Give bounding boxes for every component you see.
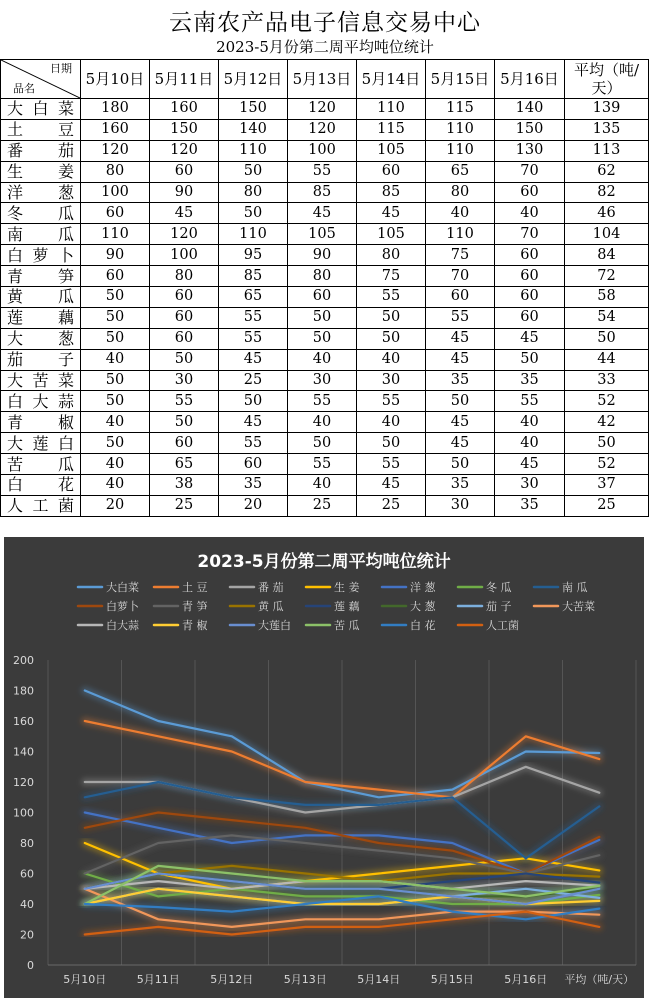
legend-label: 洋 葱 <box>410 581 436 594</box>
legend-label: 青 笋 <box>182 600 208 613</box>
table-row <box>1 245 649 266</box>
value-cell: 55 <box>357 391 426 412</box>
value-cell: 90 <box>81 245 150 266</box>
value-cell: 30 <box>150 370 219 391</box>
value-cell: 70 <box>426 266 495 287</box>
value-cell: 35 <box>495 495 565 516</box>
value-cell: 62 <box>565 161 649 182</box>
x-tick-label: 5月15日 <box>430 973 474 986</box>
y-tick-label: 100 <box>13 806 34 820</box>
value-cell: 105 <box>357 140 426 161</box>
value-cell: 60 <box>495 182 565 203</box>
value-cell: 100 <box>81 182 150 203</box>
column-header: 5月15日 <box>426 60 495 99</box>
value-cell: 35 <box>426 475 495 496</box>
value-cell: 52 <box>565 391 649 412</box>
value-cell: 40 <box>81 349 150 370</box>
product-name-cell: 生 姜 <box>1 161 81 182</box>
value-cell: 52 <box>565 454 649 475</box>
legend-label: 大 葱 <box>410 600 436 613</box>
table-row <box>1 307 649 328</box>
value-cell: 80 <box>357 245 426 266</box>
value-cell: 38 <box>150 475 219 496</box>
value-cell: 55 <box>357 454 426 475</box>
line-chart <box>4 537 644 998</box>
value-cell: 45 <box>426 328 495 349</box>
y-tick-label: 180 <box>13 684 34 698</box>
product-name-cell: 大白菜 <box>1 99 81 120</box>
value-cell: 95 <box>219 245 288 266</box>
value-cell: 75 <box>357 266 426 287</box>
value-cell: 85 <box>219 266 288 287</box>
value-cell: 40 <box>426 203 495 224</box>
product-name-cell: 土 豆 <box>1 119 81 140</box>
value-cell: 50 <box>219 203 288 224</box>
column-header: 5月10日 <box>81 60 150 99</box>
table-row <box>1 370 649 391</box>
value-cell: 40 <box>357 349 426 370</box>
legend-label: 人工菌 <box>486 619 519 632</box>
value-cell: 160 <box>150 99 219 120</box>
table-row <box>1 495 649 516</box>
value-cell: 50 <box>495 349 565 370</box>
legend-label: 青 椒 <box>182 619 208 632</box>
table-row <box>1 475 649 496</box>
value-cell: 50 <box>357 433 426 454</box>
value-cell: 46 <box>565 203 649 224</box>
value-cell: 120 <box>81 140 150 161</box>
legend-label: 生 姜 <box>334 581 360 594</box>
value-cell: 80 <box>219 182 288 203</box>
column-header: 5月13日 <box>288 60 357 99</box>
value-cell: 55 <box>426 307 495 328</box>
legend-label: 白 花 <box>410 619 436 632</box>
value-cell: 45 <box>495 328 565 349</box>
value-cell: 85 <box>357 182 426 203</box>
value-cell: 130 <box>495 140 565 161</box>
value-cell: 120 <box>288 99 357 120</box>
x-tick-label: 5月12日 <box>210 973 254 986</box>
value-cell: 30 <box>426 495 495 516</box>
table-row <box>1 99 649 120</box>
corner-label-name: 品名 <box>13 82 35 95</box>
value-cell: 40 <box>81 412 150 433</box>
value-cell: 55 <box>288 161 357 182</box>
value-cell: 60 <box>495 266 565 287</box>
product-name-cell: 人工菌 <box>1 495 81 516</box>
value-cell: 20 <box>219 495 288 516</box>
legend-label: 冬 瓜 <box>486 581 512 594</box>
y-tick-label: 20 <box>20 928 34 942</box>
value-cell: 50 <box>288 307 357 328</box>
value-cell: 30 <box>357 370 426 391</box>
x-tick-label: 平均（吨/天） <box>564 973 635 986</box>
table-row <box>1 203 649 224</box>
value-cell: 45 <box>357 203 426 224</box>
table-row <box>1 454 649 475</box>
value-cell: 50 <box>426 454 495 475</box>
value-cell: 30 <box>495 475 565 496</box>
value-cell: 80 <box>288 266 357 287</box>
value-cell: 40 <box>357 412 426 433</box>
tonnage-table <box>0 59 649 517</box>
value-cell: 44 <box>565 349 649 370</box>
table-corner-cell <box>1 60 81 99</box>
corner-label-date: 日期 <box>50 62 72 75</box>
value-cell: 40 <box>495 412 565 433</box>
product-name-cell: 白 花 <box>1 475 81 496</box>
value-cell: 50 <box>81 307 150 328</box>
legend-label: 大莲白 <box>258 619 291 632</box>
value-cell: 105 <box>288 224 357 245</box>
value-cell: 85 <box>288 182 357 203</box>
value-cell: 50 <box>81 433 150 454</box>
x-tick-label: 5月14日 <box>357 973 401 986</box>
value-cell: 90 <box>150 182 219 203</box>
value-cell: 55 <box>495 391 565 412</box>
column-header: 5月12日 <box>219 60 288 99</box>
value-cell: 90 <box>288 245 357 266</box>
table-row <box>1 349 649 370</box>
value-cell: 55 <box>288 391 357 412</box>
value-cell: 60 <box>219 454 288 475</box>
value-cell: 60 <box>150 307 219 328</box>
y-tick-label: 140 <box>13 745 34 759</box>
value-cell: 110 <box>357 99 426 120</box>
product-name-cell: 番 茄 <box>1 140 81 161</box>
table-row <box>1 182 649 203</box>
value-cell: 25 <box>565 495 649 516</box>
value-cell: 55 <box>357 287 426 308</box>
value-cell: 80 <box>426 182 495 203</box>
value-cell: 45 <box>495 454 565 475</box>
value-cell: 45 <box>288 203 357 224</box>
table-row <box>1 224 649 245</box>
value-cell: 25 <box>288 495 357 516</box>
product-name-cell: 莲 藕 <box>1 307 81 328</box>
column-header: 5月11日 <box>150 60 219 99</box>
legend-label: 番 茄 <box>258 581 284 594</box>
value-cell: 70 <box>495 161 565 182</box>
value-cell: 55 <box>288 454 357 475</box>
value-cell: 110 <box>426 224 495 245</box>
legend-label: 大苦菜 <box>562 600 595 613</box>
value-cell: 80 <box>81 161 150 182</box>
value-cell: 110 <box>219 140 288 161</box>
value-cell: 37 <box>565 475 649 496</box>
value-cell: 50 <box>81 287 150 308</box>
value-cell: 50 <box>81 328 150 349</box>
value-cell: 150 <box>495 119 565 140</box>
value-cell: 72 <box>565 266 649 287</box>
y-tick-label: 120 <box>13 776 34 789</box>
legend-label: 茄 子 <box>486 600 512 613</box>
value-cell: 40 <box>288 475 357 496</box>
value-cell: 120 <box>150 140 219 161</box>
value-cell: 84 <box>565 245 649 266</box>
value-cell: 135 <box>565 119 649 140</box>
product-name-cell: 大莲白 <box>1 433 81 454</box>
value-cell: 75 <box>426 245 495 266</box>
legend-label: 黄 瓜 <box>258 600 284 613</box>
value-cell: 110 <box>426 140 495 161</box>
product-name-cell: 白萝卜 <box>1 245 81 266</box>
table-row <box>1 266 649 287</box>
value-cell: 50 <box>150 412 219 433</box>
value-cell: 110 <box>426 119 495 140</box>
table-body <box>1 99 649 517</box>
value-cell: 80 <box>150 266 219 287</box>
value-cell: 60 <box>288 287 357 308</box>
product-name-cell: 青 椒 <box>1 412 81 433</box>
value-cell: 45 <box>219 349 288 370</box>
table-row <box>1 391 649 412</box>
x-tick-label: 5月16日 <box>504 973 548 986</box>
value-cell: 50 <box>219 391 288 412</box>
column-header: 5月14日 <box>357 60 426 99</box>
value-cell: 50 <box>288 328 357 349</box>
value-cell: 40 <box>495 433 565 454</box>
table-row <box>1 140 649 161</box>
value-cell: 58 <box>565 287 649 308</box>
value-cell: 20 <box>81 495 150 516</box>
value-cell: 50 <box>81 370 150 391</box>
table-row <box>1 433 649 454</box>
value-cell: 45 <box>426 349 495 370</box>
value-cell: 60 <box>495 287 565 308</box>
product-name-cell: 苦 瓜 <box>1 454 81 475</box>
y-tick-label: 0 <box>27 959 34 972</box>
legend-label: 土 豆 <box>182 581 208 594</box>
value-cell: 50 <box>426 391 495 412</box>
page-subtitle: 2023-5月份第二周平均吨位统计 <box>216 38 434 56</box>
value-cell: 40 <box>288 412 357 433</box>
value-cell: 150 <box>150 119 219 140</box>
x-tick-label: 5月10日 <box>63 973 107 986</box>
value-cell: 55 <box>219 328 288 349</box>
value-cell: 113 <box>565 140 649 161</box>
value-cell: 35 <box>426 370 495 391</box>
value-cell: 55 <box>219 307 288 328</box>
value-cell: 115 <box>357 119 426 140</box>
value-cell: 55 <box>150 391 219 412</box>
value-cell: 140 <box>495 99 565 120</box>
value-cell: 115 <box>426 99 495 120</box>
value-cell: 150 <box>219 99 288 120</box>
column-header: 平均（吨/天） <box>565 60 649 99</box>
value-cell: 25 <box>357 495 426 516</box>
value-cell: 82 <box>565 182 649 203</box>
value-cell: 60 <box>495 245 565 266</box>
value-cell: 55 <box>219 433 288 454</box>
product-name-cell: 茄 子 <box>1 349 81 370</box>
value-cell: 50 <box>357 307 426 328</box>
value-cell: 105 <box>357 224 426 245</box>
table-row <box>1 161 649 182</box>
value-cell: 54 <box>565 307 649 328</box>
value-cell: 60 <box>426 287 495 308</box>
table-row <box>1 287 649 308</box>
value-cell: 45 <box>219 412 288 433</box>
y-tick-label: 40 <box>20 898 34 911</box>
value-cell: 60 <box>81 266 150 287</box>
product-name-cell: 冬 瓜 <box>1 203 81 224</box>
value-cell: 104 <box>565 224 649 245</box>
value-cell: 40 <box>288 349 357 370</box>
value-cell: 50 <box>81 391 150 412</box>
product-name-cell: 青 笋 <box>1 266 81 287</box>
value-cell: 50 <box>150 349 219 370</box>
legend-label: 南 瓜 <box>562 581 588 594</box>
value-cell: 50 <box>219 161 288 182</box>
legend-label: 大白菜 <box>106 581 139 594</box>
value-cell: 60 <box>495 307 565 328</box>
value-cell: 30 <box>288 370 357 391</box>
value-cell: 42 <box>565 412 649 433</box>
y-tick-label: 200 <box>13 654 34 667</box>
value-cell: 45 <box>150 203 219 224</box>
value-cell: 60 <box>150 161 219 182</box>
product-name-cell: 大 葱 <box>1 328 81 349</box>
value-cell: 100 <box>288 140 357 161</box>
product-name-cell: 大苦菜 <box>1 370 81 391</box>
value-cell: 50 <box>565 328 649 349</box>
legend-label: 苦 瓜 <box>334 619 360 632</box>
chart-legend <box>78 580 595 632</box>
y-tick-label: 80 <box>20 837 34 850</box>
value-cell: 140 <box>219 119 288 140</box>
value-cell: 65 <box>426 161 495 182</box>
value-cell: 25 <box>219 370 288 391</box>
value-cell: 33 <box>565 370 649 391</box>
value-cell: 60 <box>150 287 219 308</box>
page-title: 云南农产品电子信息交易中心 <box>169 10 481 36</box>
value-cell: 120 <box>150 224 219 245</box>
chart-title: 2023-5月份第二周平均吨位统计 <box>197 552 451 572</box>
chart-canvas <box>4 537 644 998</box>
value-cell: 40 <box>81 475 150 496</box>
value-cell: 60 <box>81 203 150 224</box>
y-tick-label: 60 <box>20 867 34 881</box>
value-cell: 120 <box>288 119 357 140</box>
value-cell: 45 <box>426 412 495 433</box>
value-cell: 45 <box>357 475 426 496</box>
legend-label: 白大蒜 <box>106 619 139 632</box>
value-cell: 60 <box>150 433 219 454</box>
table-row <box>1 328 649 349</box>
value-cell: 50 <box>288 433 357 454</box>
value-cell: 139 <box>565 99 649 120</box>
value-cell: 40 <box>495 203 565 224</box>
product-name-cell: 黄 瓜 <box>1 287 81 308</box>
value-cell: 50 <box>565 433 649 454</box>
value-cell: 160 <box>81 119 150 140</box>
value-cell: 100 <box>150 245 219 266</box>
value-cell: 180 <box>81 99 150 120</box>
value-cell: 35 <box>219 475 288 496</box>
product-name-cell: 洋 葱 <box>1 182 81 203</box>
value-cell: 50 <box>357 328 426 349</box>
product-name-cell: 南 瓜 <box>1 224 81 245</box>
value-cell: 40 <box>81 454 150 475</box>
value-cell: 110 <box>219 224 288 245</box>
table-row <box>1 412 649 433</box>
legend-label: 莲 藕 <box>334 600 360 613</box>
value-cell: 110 <box>81 224 150 245</box>
value-cell: 60 <box>357 161 426 182</box>
value-cell: 60 <box>150 328 219 349</box>
legend-label: 白萝卜 <box>106 600 139 613</box>
x-tick-label: 5月13日 <box>283 973 327 986</box>
value-cell: 70 <box>495 224 565 245</box>
x-tick-label: 5月11日 <box>136 973 180 986</box>
y-tick-label: 160 <box>13 715 34 728</box>
value-cell: 65 <box>219 287 288 308</box>
value-cell: 45 <box>426 433 495 454</box>
table-row <box>1 119 649 140</box>
product-name-cell: 白大蒜 <box>1 391 81 412</box>
value-cell: 25 <box>150 495 219 516</box>
value-cell: 65 <box>150 454 219 475</box>
table-header-row <box>1 60 649 99</box>
value-cell: 35 <box>495 370 565 391</box>
column-header: 5月16日 <box>495 60 565 99</box>
